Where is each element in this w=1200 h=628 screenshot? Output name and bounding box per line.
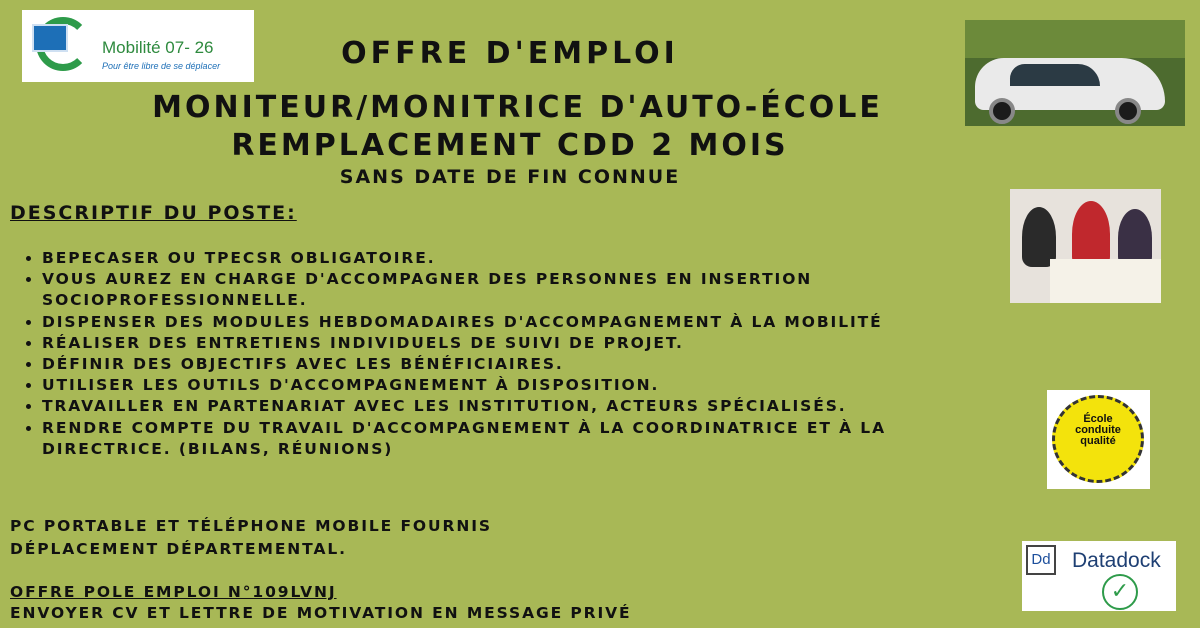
datadock-name: Datadock — [1072, 549, 1161, 572]
contract-type: REMPLACEMENT CDD 2 MOIS — [231, 128, 789, 163]
job-title: MONITEUR/MONITRICE D'AUTO-ÉCOLE — [152, 90, 883, 125]
list-item: • VOUS AUREZ EN CHARGE D'ACCOMPAGNER DES PERSONNES EN INSERTION SOCIOPROFESSIONNELLE. — [42, 269, 972, 311]
contract-note: SANS DATE DE FIN CONNUE — [339, 166, 681, 188]
description-title: DESCRIPTIF DU POSTE: — [10, 202, 297, 224]
car-photo — [965, 20, 1185, 126]
offer-kicker: OFFRE D'EMPLOI — [341, 36, 679, 71]
quality-line-1: École — [1083, 413, 1113, 425]
list-item: • RENDRE COMPTE DU TRAVAIL D'ACCOMPAGNEMENT À LA COORDINATRICE ET À LA DIRECTRICE. (BILANS, RÉUNIONS) — [42, 418, 972, 460]
duties-list — [18, 248, 972, 460]
apply-instructions: ENVOYER CV ET LETTRE DE MOTIVATION EN MESSAGE PRIVÉ — [10, 604, 632, 622]
list-item: • TRAVAILLER EN PARTENARIAT AVEC LES INSTITUTION, ACTEURS SPÉCIALISÉS. — [42, 396, 972, 417]
list-item: • DÉFINIR DES OBJECTIFS AVEC LES BÉNÉFICIAIRES. — [42, 354, 972, 375]
logo-slogan: Pour être libre de se déplacer — [102, 61, 221, 71]
list-item: • UTILISER LES OUTILS D'ACCOMPAGNEMENT À DISPOSITION. — [42, 375, 972, 396]
equipment-line: PC PORTABLE ET TÉLÉPHONE MOBILE FOURNIS — [10, 517, 492, 535]
offer-reference: OFFRE POLE EMPLOI N°109LVNJ — [10, 583, 337, 601]
quality-label — [1047, 390, 1150, 489]
approved-check-icon: ✓ — [1102, 574, 1138, 610]
datadock-logo — [1022, 541, 1176, 611]
list-item: • DISPENSER DES MODULES HEBDOMADAIRES D'ACCOMPAGNEMENT À LA MOBILITÉ — [42, 312, 972, 333]
travel-line: DÉPLACEMENT DÉPARTEMENTAL. — [10, 540, 347, 558]
logo-brand: Mobilité 07- 26 — [102, 38, 214, 57]
datadock-mark: Dd — [1026, 545, 1056, 575]
quality-seal-icon — [1052, 395, 1144, 483]
list-item: • RÉALISER DES ENTRETIENS INDIVIDUELS DE SUIVI DE PROJET. — [42, 333, 972, 354]
quality-line-2: conduite — [1075, 424, 1121, 436]
workshop-photo — [1010, 189, 1161, 303]
list-item: • BEPECASER OU TPECSR OBLIGATOIRE. — [42, 248, 972, 269]
quality-line-3: qualité — [1080, 435, 1116, 447]
